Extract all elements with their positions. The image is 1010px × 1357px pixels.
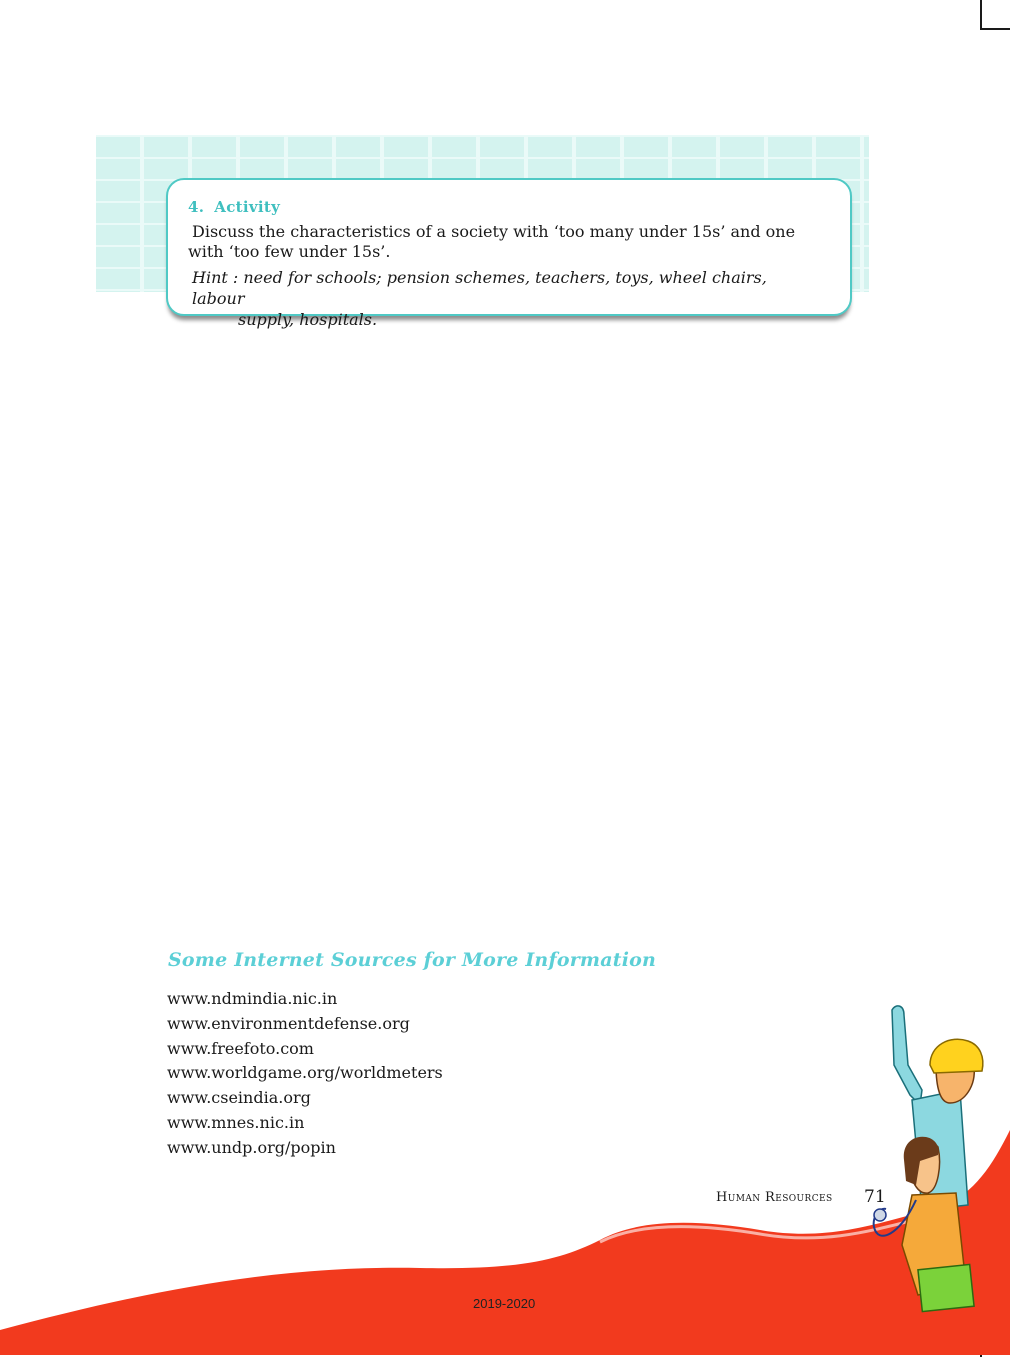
activity-hint-line-2: supply, hospitals. <box>238 310 378 329</box>
crop-mark-top-right <box>980 0 1010 30</box>
source-link[interactable]: www.undp.org/popin <box>167 1137 336 1157</box>
sources-heading: Some Internet Sources for More Information <box>168 949 657 971</box>
workers-illustration <box>850 995 1010 1315</box>
source-link[interactable]: www.worldgame.org/worldmeters <box>167 1063 443 1083</box>
activity-heading <box>188 198 280 216</box>
activity-hint <box>192 267 812 330</box>
activity-box <box>166 178 852 329</box>
source-link[interactable]: www.freefoto.com <box>167 1038 314 1058</box>
activity-body: Discuss the characteristics of a society with ‘too many under 15s’ and one with ‘too few under 15s’. <box>188 222 796 261</box>
source-link[interactable]: www.environmentdefense.org <box>167 1013 410 1033</box>
source-link[interactable]: www.cseindia.org <box>167 1088 311 1108</box>
activity-title: Activity <box>214 198 281 216</box>
activity-number: 4. <box>188 198 205 216</box>
footer-chapter-title: Human Resources <box>716 1190 833 1205</box>
source-link[interactable]: www.ndmindia.nic.in <box>167 989 338 1008</box>
activity-hint-line-1: Hint : need for schools; pension schemes, teachers, toys, wheel chairs, labour <box>192 268 767 308</box>
page-number: 71 <box>864 1187 886 1207</box>
source-link[interactable]: www.mnes.nic.in <box>167 1112 305 1132</box>
year-label: 2019-2020 <box>473 1296 536 1311</box>
